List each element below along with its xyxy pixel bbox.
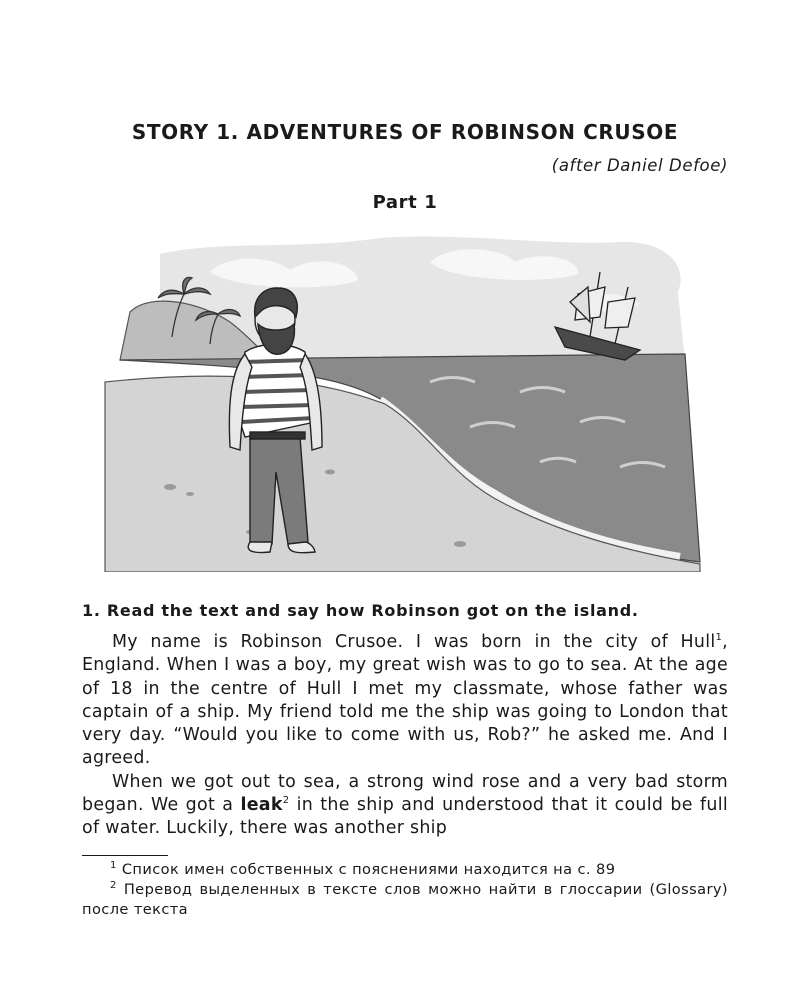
paragraph-2-rest: in the ship and understood that it could be full of water. Luckily, there was another ship (82, 795, 728, 839)
footnote-1 (82, 860, 728, 880)
part-heading: Part 1 (372, 192, 438, 213)
task-instruction (82, 601, 732, 620)
paragraph-2-start: When we got out to sea, a strong wind rose and a very bad storm began. We got a (82, 771, 728, 816)
footnote-1-text: Список имен собственных с пояснениями находится на с. 89 (121, 861, 616, 878)
footnote-ref-1: 1 (715, 632, 723, 644)
task-number: 1. (82, 601, 101, 620)
author-byline: (after Daniel Defoe) (551, 156, 728, 175)
footnote-ref-2: 2 (282, 795, 290, 807)
footnotes (82, 860, 728, 920)
paragraph-1 (82, 631, 728, 771)
footnote-marker-1: 1 (110, 860, 117, 872)
paragraph-1-start: My name is Robinson Crusoe. I was born in the city of Hull (112, 632, 716, 652)
footnote-2 (82, 880, 728, 920)
glossary-word-leak: leak (240, 795, 283, 816)
footnote-marker-2: 2 (110, 880, 117, 892)
footnote-2-text: Перевод выделенных в тексте слов можно найти в глоссарии (Glossary) после текста (82, 881, 728, 918)
footnote-divider (82, 855, 168, 856)
story-text (82, 631, 728, 841)
belt (250, 432, 305, 439)
story-title: STORY 1. ADVENTURES OF ROBINSON CRUSOE (131, 120, 679, 144)
paragraph-1-rest: , England. When I was a boy, my great wish was to go to sea. At the age of 18 in the centre of Hull I met my classmate, whose father was captain of a ship. My friend told me the ship was going to London that very day. “Would you like to come with us, Rob?” he asked me. And I agreed. (82, 632, 728, 769)
task-text: Read the text and say how Robinson got on the island. (106, 601, 639, 620)
robinson-crusoe-illustration (100, 232, 710, 572)
paragraph-2 (82, 771, 728, 841)
